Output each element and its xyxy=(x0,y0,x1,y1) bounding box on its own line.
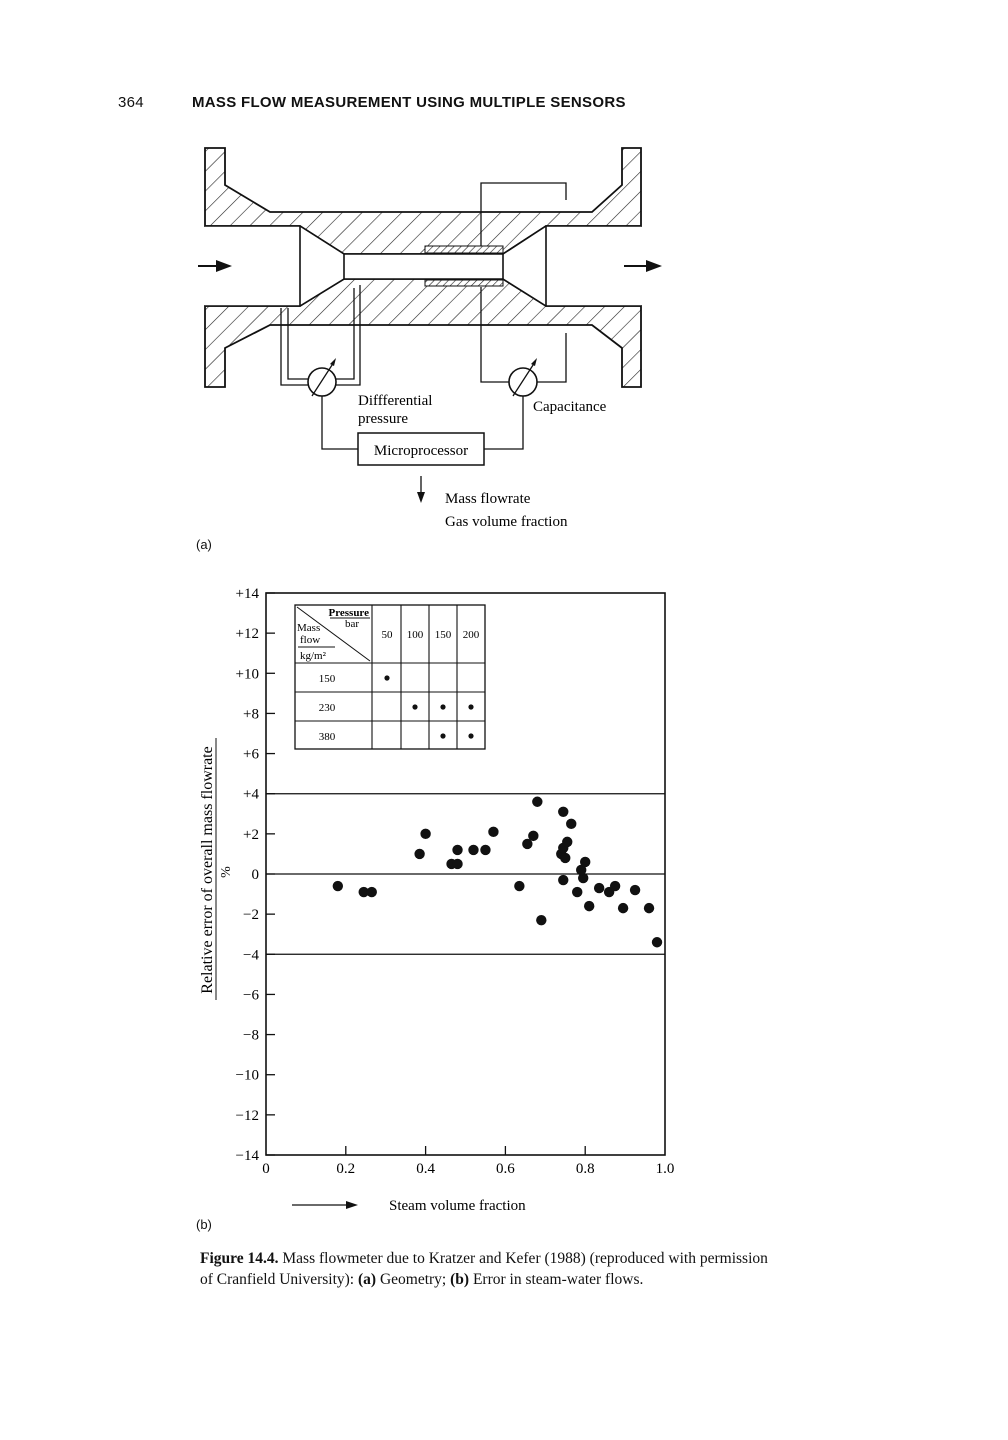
legend-flow-label: flow xyxy=(300,634,321,646)
data-point xyxy=(480,845,490,855)
data-point xyxy=(566,819,576,829)
y-tick-label: +8 xyxy=(243,706,259,723)
legend-table xyxy=(295,605,485,749)
legend-row-380: 380 xyxy=(318,731,336,743)
caption-text-main: Mass flowmeter due to Kratzer and Kefer (1988) (reproduced with permission of Cranfield University): xyxy=(200,1250,768,1288)
x-tick-label: 1.0 xyxy=(655,1161,675,1177)
legend-row-150: 150 xyxy=(318,673,336,685)
legend-mark xyxy=(468,733,473,738)
y-tick-label: −14 xyxy=(235,1148,259,1164)
caption-part-a: (a) xyxy=(357,1271,377,1288)
data-point xyxy=(536,915,546,925)
dp-label-line1: Diffferential xyxy=(358,393,433,409)
caption-text-a: Geometry; xyxy=(376,1271,451,1288)
x-tick-label: 0.6 xyxy=(496,1161,515,1177)
legend-pressure-label: Pressure xyxy=(328,607,369,619)
x-tick-label: 0.2 xyxy=(336,1161,356,1177)
legend-mark xyxy=(412,704,417,709)
legend-mass-label: Mass xyxy=(297,622,321,634)
legend-row-230: 230 xyxy=(318,702,336,714)
data-point xyxy=(532,797,542,807)
data-point xyxy=(652,937,662,947)
dp-label-line2: pressure xyxy=(358,411,408,427)
legend-col-100: 100 xyxy=(406,629,424,641)
x-axis-arrow xyxy=(292,1201,358,1209)
output-gas-volume-fraction: Gas volume fraction xyxy=(445,514,568,530)
legend-mark xyxy=(384,675,389,680)
legend-unit-label: kg/m² xyxy=(300,650,326,662)
y-tick-label: −8 xyxy=(243,1027,259,1044)
data-point xyxy=(333,881,343,891)
output-mass-flowrate: Mass flowrate xyxy=(445,491,531,507)
legend-bar-label: bar xyxy=(345,618,360,630)
data-point xyxy=(618,903,628,913)
y-axis-ticks xyxy=(236,586,275,1164)
running-head-title: MASS FLOW MEASUREMENT USING MULTIPLE SENSORS xyxy=(192,94,626,111)
data-point xyxy=(528,831,538,841)
data-point xyxy=(468,845,478,855)
y-tick-label: +4 xyxy=(243,786,259,803)
y-tick-label: +2 xyxy=(243,826,259,843)
y-axis-label: Relative error of overall mass flowrate xyxy=(199,746,216,994)
x-tick-label: 0.8 xyxy=(575,1161,595,1177)
y-tick-label: +10 xyxy=(235,666,259,683)
microprocessor-label: Microprocessor xyxy=(373,443,469,459)
data-point xyxy=(452,859,462,869)
y-tick-label: −12 xyxy=(235,1107,259,1124)
legend-col-200: 200 xyxy=(462,629,480,641)
data-point xyxy=(644,903,654,913)
legend-mark xyxy=(468,704,473,709)
y-tick-label: −4 xyxy=(243,947,259,964)
data-point xyxy=(584,901,594,911)
data-point xyxy=(610,881,620,891)
data-point xyxy=(452,845,462,855)
data-point xyxy=(414,849,424,859)
y-tick-label: −6 xyxy=(243,987,259,1004)
figure-caption xyxy=(200,1248,775,1290)
x-tick-label: 0 xyxy=(262,1161,270,1177)
figure-a-label: (a) xyxy=(196,537,212,552)
data-point xyxy=(572,887,582,897)
legend-col-150: 150 xyxy=(434,629,452,641)
data-point xyxy=(367,887,377,897)
x-axis-label: Steam volume fraction xyxy=(389,1198,526,1214)
capacitance-label: Capacitance xyxy=(533,399,607,415)
data-point xyxy=(560,853,570,863)
legend-mark xyxy=(440,704,445,709)
data-point xyxy=(514,881,524,891)
y-tick-label: 0 xyxy=(251,867,259,883)
data-point xyxy=(558,875,568,885)
reference-lines xyxy=(266,794,665,955)
legend-mark xyxy=(440,733,445,738)
y-axis-unit: % xyxy=(219,866,234,878)
caption-figure-label: Figure 14.4. xyxy=(200,1250,279,1267)
legend-col-50: 50 xyxy=(381,629,393,641)
x-axis-ticks xyxy=(262,1146,674,1177)
x-tick-label: 0.4 xyxy=(416,1161,435,1177)
data-points xyxy=(333,797,663,948)
y-tick-label: −2 xyxy=(243,907,259,924)
y-tick-label: +6 xyxy=(243,746,259,763)
y-tick-label: +14 xyxy=(235,586,259,602)
data-point xyxy=(580,857,590,867)
page-number: 364 xyxy=(118,94,144,111)
y-tick-label: −10 xyxy=(235,1067,259,1084)
data-point xyxy=(630,885,640,895)
data-point xyxy=(558,807,568,817)
y-tick-label: +12 xyxy=(235,626,259,643)
caption-part-b: (b) xyxy=(450,1271,470,1288)
caption-text-b: Error in steam-water flows. xyxy=(469,1271,644,1288)
data-point xyxy=(488,827,498,837)
data-point xyxy=(562,837,572,847)
data-point xyxy=(594,883,604,893)
figure-b-label: (b) xyxy=(196,1217,212,1232)
data-point xyxy=(420,829,430,839)
